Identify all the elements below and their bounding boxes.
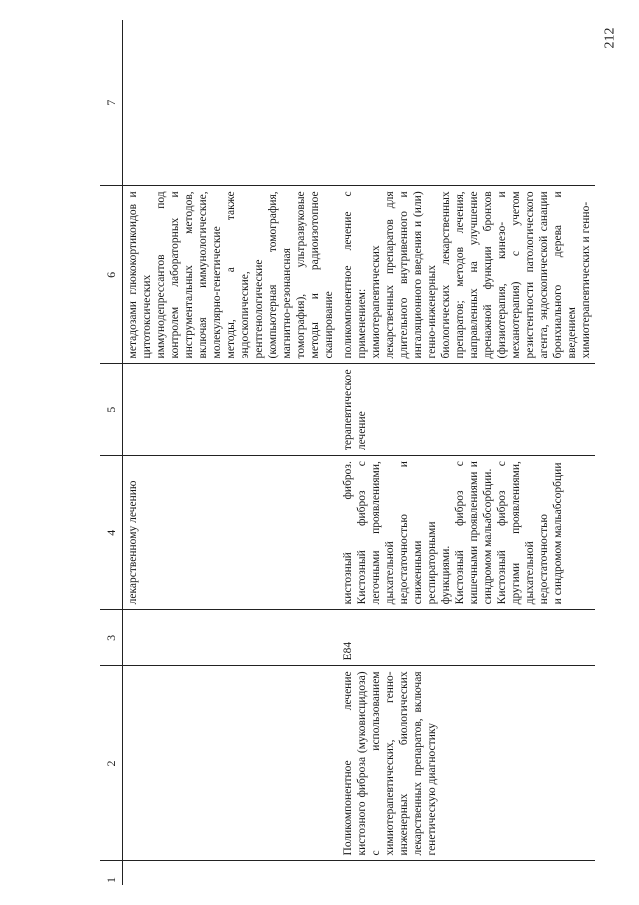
diagnosis-line: Кистозный фиброз с кишечными проявлениями и синдромом мальабсорбции. bbox=[454, 461, 494, 605]
column-header-5: 5 bbox=[100, 364, 123, 456]
diagnosis-cell: лекарственному лечению bbox=[123, 456, 339, 610]
column-header-6: 6 bbox=[100, 186, 123, 364]
profile-cell: Поликомпонентное лечение кистозного фиброза (муковисцидоза) с использованием химиотерапевтических, генно-инженерных биологических лекарственных препаратов, включая генетическую диагностику bbox=[338, 666, 595, 861]
icd-code-cell: E84 bbox=[338, 610, 595, 666]
page-number: 212 bbox=[602, 27, 618, 49]
column-header-2: 2 bbox=[100, 666, 123, 861]
treatment-method-cell: метадозами глюкокортикоидов и цитотоксических иммунодепрессантов под контролем лабораторных и инструментальных методов, включая иммунологические, молекулярно-генетические методы, а также эндоскопические, рентгенологические (компьютерная томография, магнитно-резонансная томография), ультразвуковые методы и радиоизотопное сканирование bbox=[123, 186, 339, 364]
column-header-1: 1 bbox=[100, 861, 123, 885]
diagnosis-line: и синдромом мальабсорбции bbox=[552, 462, 564, 605]
diagnosis-line: Кистозный фиброз с другими проявлениями, дыхательной недостаточностью bbox=[496, 461, 550, 605]
treatment-type-cell: терапевтическое лечение bbox=[338, 364, 595, 456]
treatment-method-cell: поликомпонентное лечение с применением: химиотерапевтических лекарственных препаратов для длительного внутривенного и ингаляционного введения и (или) генно-инженерных биологических лекарственных препаратов; методов лечения, направленных на улучшение дренажной функции бронхов (физиотерапия, кинезо- и механотерапия) с учетом резистентности патологического агента, эндоскопической санации бронхиального дерева и введением химиотерапевтических и генно- bbox=[338, 186, 595, 364]
column-number-row bbox=[100, 20, 123, 885]
table-row bbox=[338, 20, 595, 885]
diagnosis-cell bbox=[338, 456, 595, 610]
rotated-table-page bbox=[100, 20, 620, 885]
column-header-3: 3 bbox=[100, 610, 123, 666]
table-row bbox=[123, 20, 339, 885]
treatment-table bbox=[100, 20, 595, 885]
column-header-4: 4 bbox=[100, 456, 123, 610]
diagnosis-line: кистозный фиброз. Кистозный фиброз с легочными проявлениями, дыхательной недостаточностью и сниженными респираторными функциями. bbox=[342, 461, 452, 605]
column-header-7: 7 bbox=[100, 20, 123, 186]
